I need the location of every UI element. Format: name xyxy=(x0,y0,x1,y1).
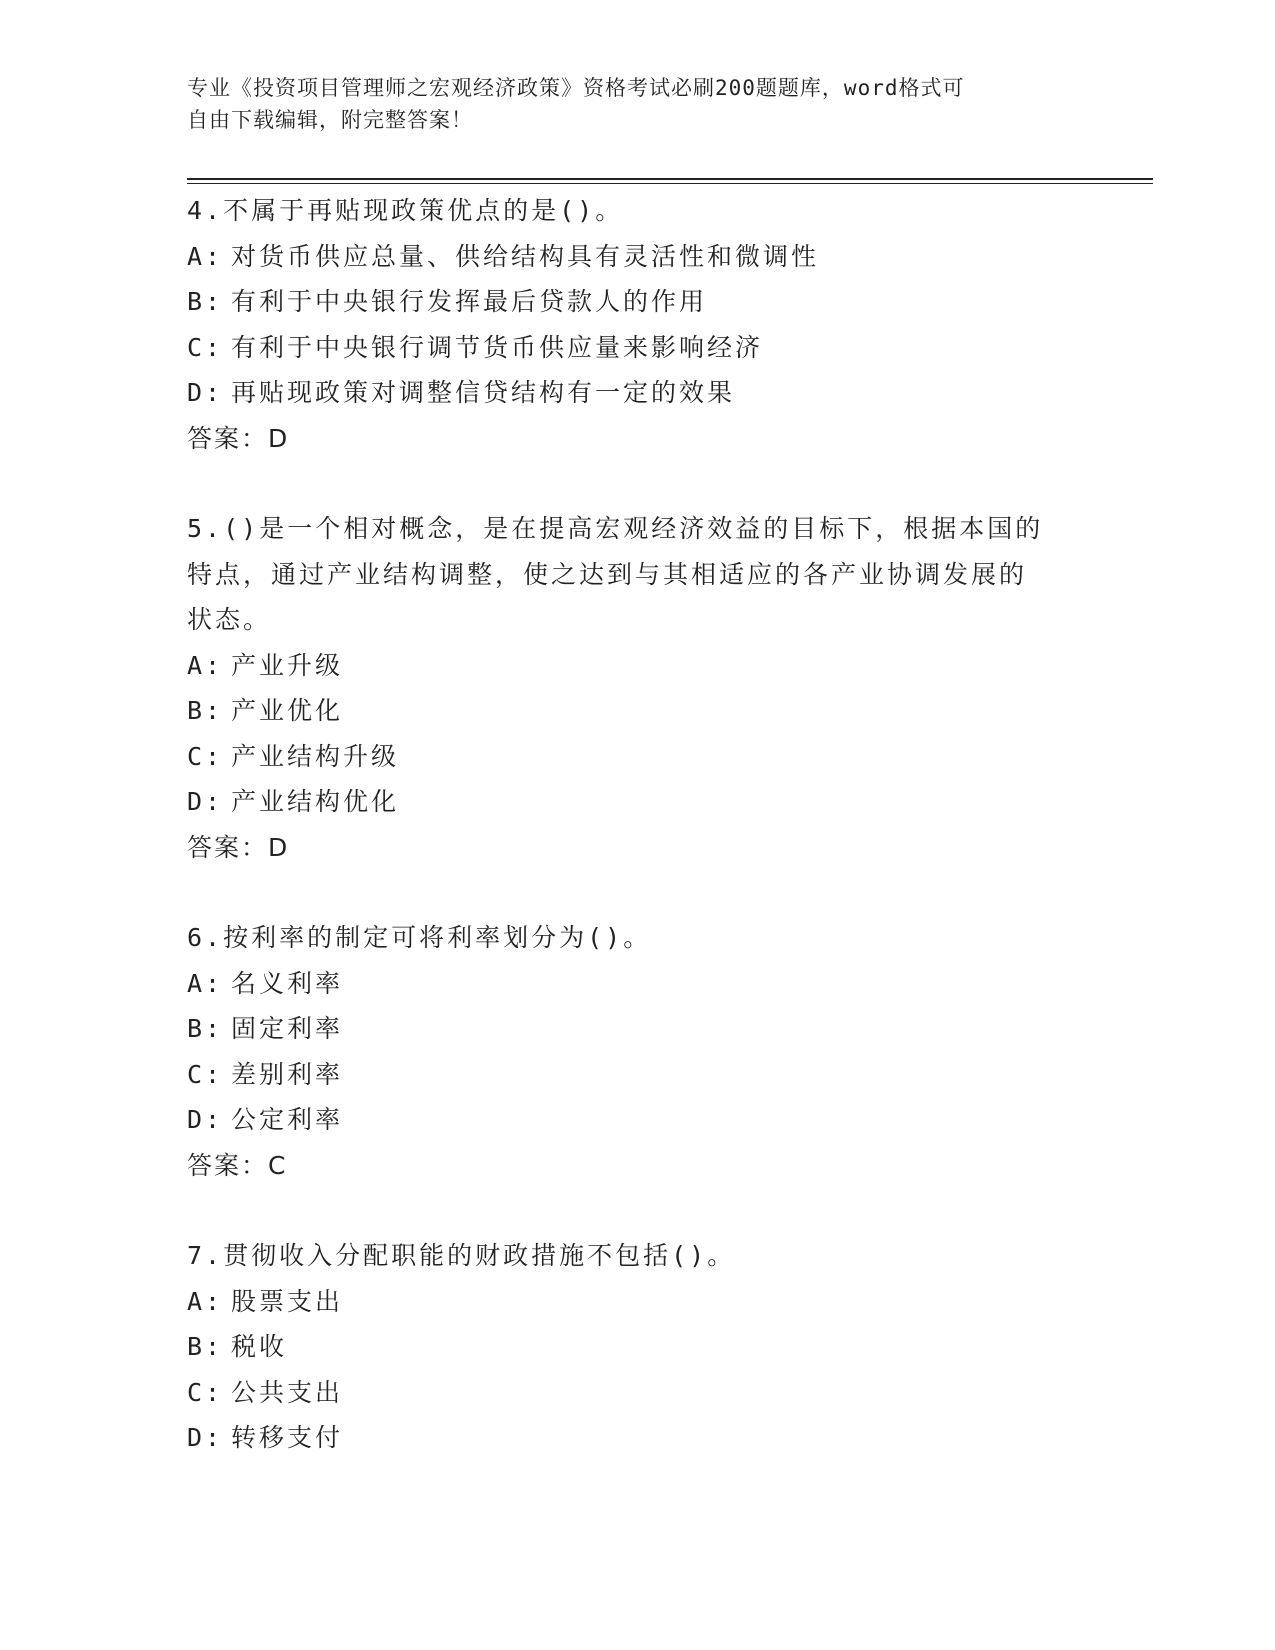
option-text: 公共支出 xyxy=(231,1377,344,1407)
option-text: 对货币供应总量、供给结构具有灵活性和微调性 xyxy=(231,241,820,271)
question-stem-line-1: 5.()是一个相对概念，是在提高宏观经济效益的目标下，根据本国的 xyxy=(187,514,1044,543)
question-stem-line-2: 特点，通过产业结构调整，使之达到与其相适应的各产业协调发展的 xyxy=(187,559,1028,589)
option-letter: A: xyxy=(187,241,224,271)
option-text: 固定利率 xyxy=(231,1014,344,1043)
option-text: 产业结构升级 xyxy=(231,741,400,771)
option-b xyxy=(187,1324,1087,1370)
option-letter: B: xyxy=(187,287,224,316)
question-stem: 7.贯彻收入分配职能的财政措施不包括()。 xyxy=(187,1241,736,1270)
option-text: 有利于中央银行调节货币供应量来影响经济 xyxy=(231,332,764,362)
question-stem-line-3: 状态。 xyxy=(187,605,272,634)
option-text: 产业优化 xyxy=(231,696,344,725)
option-d xyxy=(187,370,1087,416)
answer-label: 答案：D xyxy=(187,423,290,453)
option-b xyxy=(187,688,1087,734)
option-letter: B: xyxy=(187,1014,224,1043)
header-divider-thick xyxy=(187,178,1153,180)
question-6 xyxy=(187,915,1087,1188)
question-5 xyxy=(187,506,1087,870)
answer-label: 答案：C xyxy=(187,1150,288,1180)
option-b xyxy=(187,1006,1087,1052)
question-stem: 4.不属于再贴现政策优点的是()。 xyxy=(187,196,624,225)
document-header xyxy=(187,72,1087,136)
option-text: 股票支出 xyxy=(231,1286,344,1316)
option-letter: D: xyxy=(187,378,224,407)
option-text: 公定利率 xyxy=(231,1105,344,1134)
option-text: 税收 xyxy=(231,1332,288,1361)
option-c xyxy=(187,1370,1087,1416)
option-letter: A: xyxy=(187,1286,224,1316)
option-letter: D: xyxy=(187,1105,224,1134)
option-letter: B: xyxy=(187,1332,224,1361)
question-list xyxy=(187,188,1087,1506)
option-a xyxy=(187,234,1087,280)
option-text: 名义利率 xyxy=(231,968,344,998)
option-letter: C: xyxy=(187,741,224,771)
question-stem: 6.按利率的制定可将利率划分为()。 xyxy=(187,923,652,952)
option-a xyxy=(187,961,1087,1007)
option-letter: C: xyxy=(187,1377,224,1407)
header-line-1: 专业《投资项目管理师之宏观经济政策》资格考试必刷200题题库，word格式可 xyxy=(187,76,965,100)
option-text: 再贴现政策对调整信贷结构有一定的效果 xyxy=(231,378,736,407)
option-text: 差别利率 xyxy=(231,1059,344,1089)
header-line-2: 自由下载编辑，附完整答案！ xyxy=(187,108,473,132)
option-text: 产业升级 xyxy=(231,650,344,680)
option-a xyxy=(187,643,1087,689)
option-text: 产业结构优化 xyxy=(231,787,400,816)
option-letter: A: xyxy=(187,650,224,680)
option-letter: A: xyxy=(187,968,224,998)
question-4 xyxy=(187,188,1087,461)
option-letter: C: xyxy=(187,332,224,362)
answer-label: 答案：D xyxy=(187,832,290,862)
option-d xyxy=(187,1415,1087,1461)
option-c xyxy=(187,734,1087,780)
option-letter: C: xyxy=(187,1059,224,1089)
option-letter: D: xyxy=(187,1423,224,1452)
header-divider-thin xyxy=(187,183,1153,184)
question-7 xyxy=(187,1233,1087,1461)
option-d xyxy=(187,1097,1087,1143)
option-text: 有利于中央银行发挥最后贷款人的作用 xyxy=(231,287,708,316)
option-c xyxy=(187,1052,1087,1098)
option-text: 转移支付 xyxy=(231,1423,344,1452)
option-letter: D: xyxy=(187,787,224,816)
option-b xyxy=(187,279,1087,325)
option-d xyxy=(187,779,1087,825)
option-a xyxy=(187,1279,1087,1325)
option-c xyxy=(187,325,1087,371)
option-letter: B: xyxy=(187,696,224,725)
